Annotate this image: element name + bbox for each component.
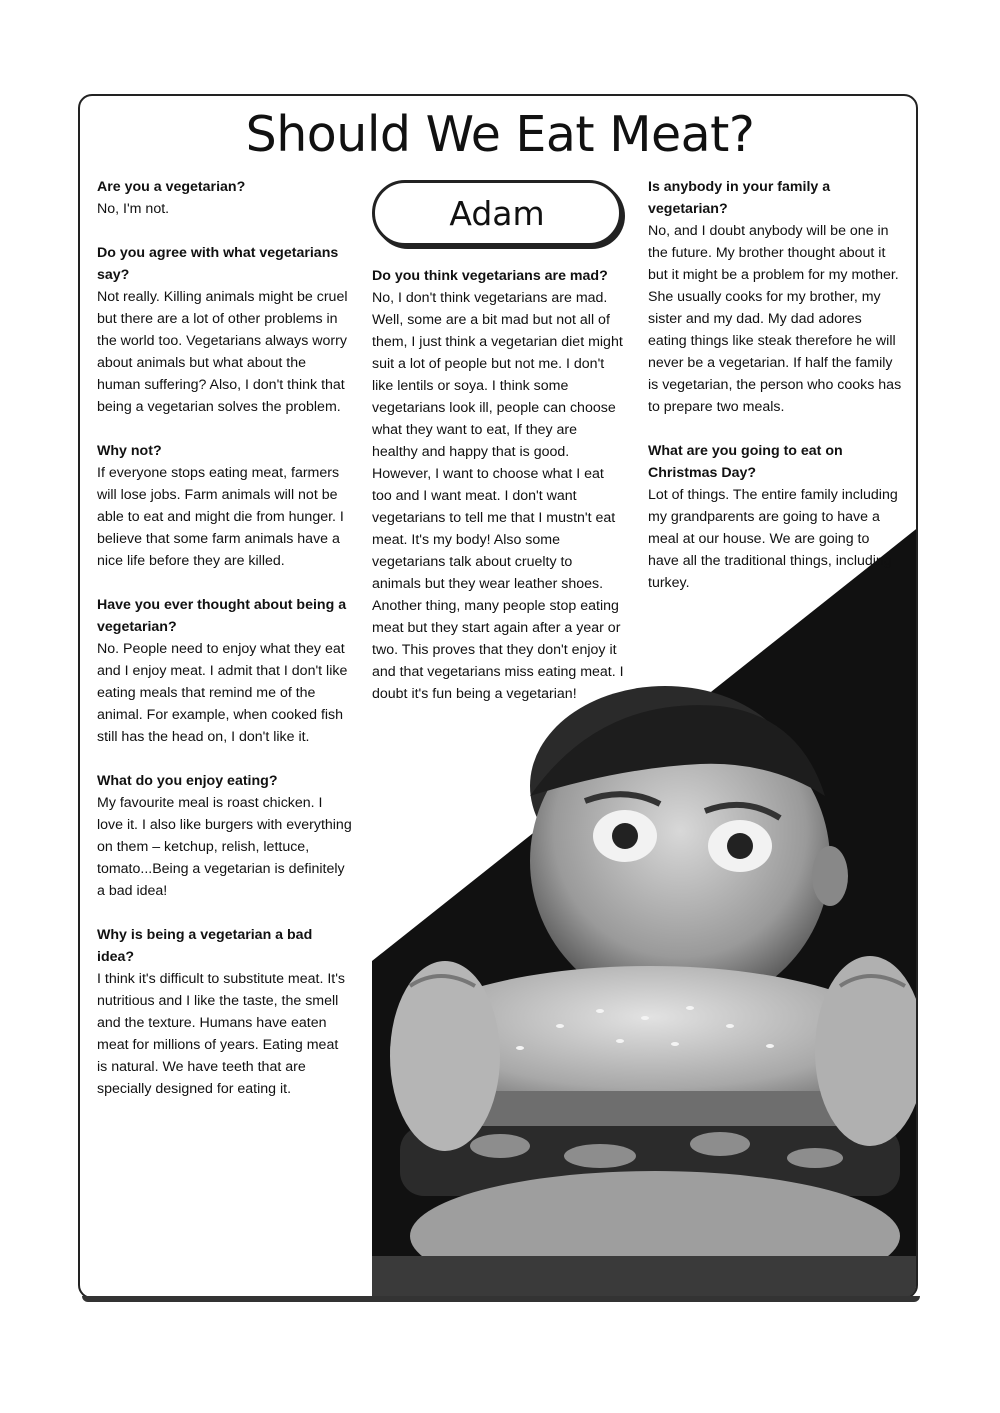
answer: No, I'm not. bbox=[97, 201, 170, 217]
left-hand bbox=[390, 961, 500, 1151]
page-title: Should We Eat Meat? bbox=[245, 106, 755, 163]
answer: No, and I doubt anybody will be one in the future. My brother thought about it but it might be a problem for my mother. She usually cooks for my brother, my sister and my dad. My dad adores eating things like steak therefore he will never be a vegetarian. If half the family is vegetarian, the person who cooks has to prepare two meals. bbox=[648, 223, 902, 415]
left-column bbox=[97, 176, 352, 1100]
answer: My favourite meal is roast chicken. I love it. I also like burgers with everything on them – ketchup, relish, lettuce, tomato...Being a vegetarian is definitely a bad idea! bbox=[97, 795, 352, 899]
answer: No, I don't think vegetarians are mad. Well, some are a bit mad but not all of them, I just think a vegetarian diet might suit a lot of people but not me. I don't like lentils or soya. I think some vegetarians look ill, people can choose what they want to eat, If they are healthy and happy that is good. However, I want to choose what I eat too and I want meat. I don't want vegetarians to tell me that I mustn't eat meat. It's my body! Also some vegetarians talk about cruelty to animals but they wear leather shoes. Another thing, many people stop eating meat but they start again after a year or two. This proves that they don't enjoy it and that vegetarians miss eating meat. I doubt it's fun being a vegetarian! bbox=[372, 290, 624, 702]
answer: Not really. Killing animals might be cruel but there are a lot of other problems in the world too. Vegetarians always worry about animals but what about the human suffering? Also, I don't think that being a vegetarian solves the problem. bbox=[97, 289, 348, 415]
question: Why not? bbox=[97, 443, 162, 459]
question: Have you ever thought about being a vegetarian? bbox=[97, 597, 347, 635]
answer: If everyone stops eating meat, farmers will lose jobs. Farm animals will not be able to eat and might die from hunger. I believe that some farm animals have a nice life before they are killed. bbox=[97, 465, 344, 569]
question: Why is being a vegetarian a bad idea? bbox=[97, 927, 313, 965]
frame-shadow bbox=[82, 1296, 920, 1302]
answer: Lot of things. The entire family including my grandparents are going to have a meal at our house. We are going to have all the traditional things, including turkey. bbox=[648, 487, 898, 591]
name-badge: Adam bbox=[372, 180, 622, 246]
left-pupil bbox=[612, 823, 638, 849]
right-pupil bbox=[727, 833, 753, 859]
right-column bbox=[648, 176, 903, 594]
question: Is anybody in your family a vegetarian? bbox=[648, 179, 831, 217]
question: What do you enjoy eating? bbox=[97, 773, 278, 789]
question: Are you a vegetarian? bbox=[97, 179, 246, 195]
question: Do you think vegetarians are mad? bbox=[372, 268, 608, 284]
question: What are you going to eat on Christmas Day? bbox=[648, 443, 843, 481]
answer: No. People need to enjoy what they eat and I enjoy meat. I admit that I don't like eating meals that remind me of the animal. For example, when cooked fish still has the head on, I don't like it. bbox=[97, 641, 348, 745]
ear-shape bbox=[812, 846, 848, 906]
answer: I think it's difficult to substitute meat. It's nutritious and I like the taste, the smell and the texture. Humans have eaten meat for millions of years. Eating meat is natural. We have teeth that are specially designed for eating it. bbox=[97, 971, 346, 1097]
middle-column bbox=[372, 265, 627, 705]
sleeve-shape bbox=[372, 1256, 918, 1299]
question: Do you agree with what vegetarians say? bbox=[97, 245, 339, 283]
